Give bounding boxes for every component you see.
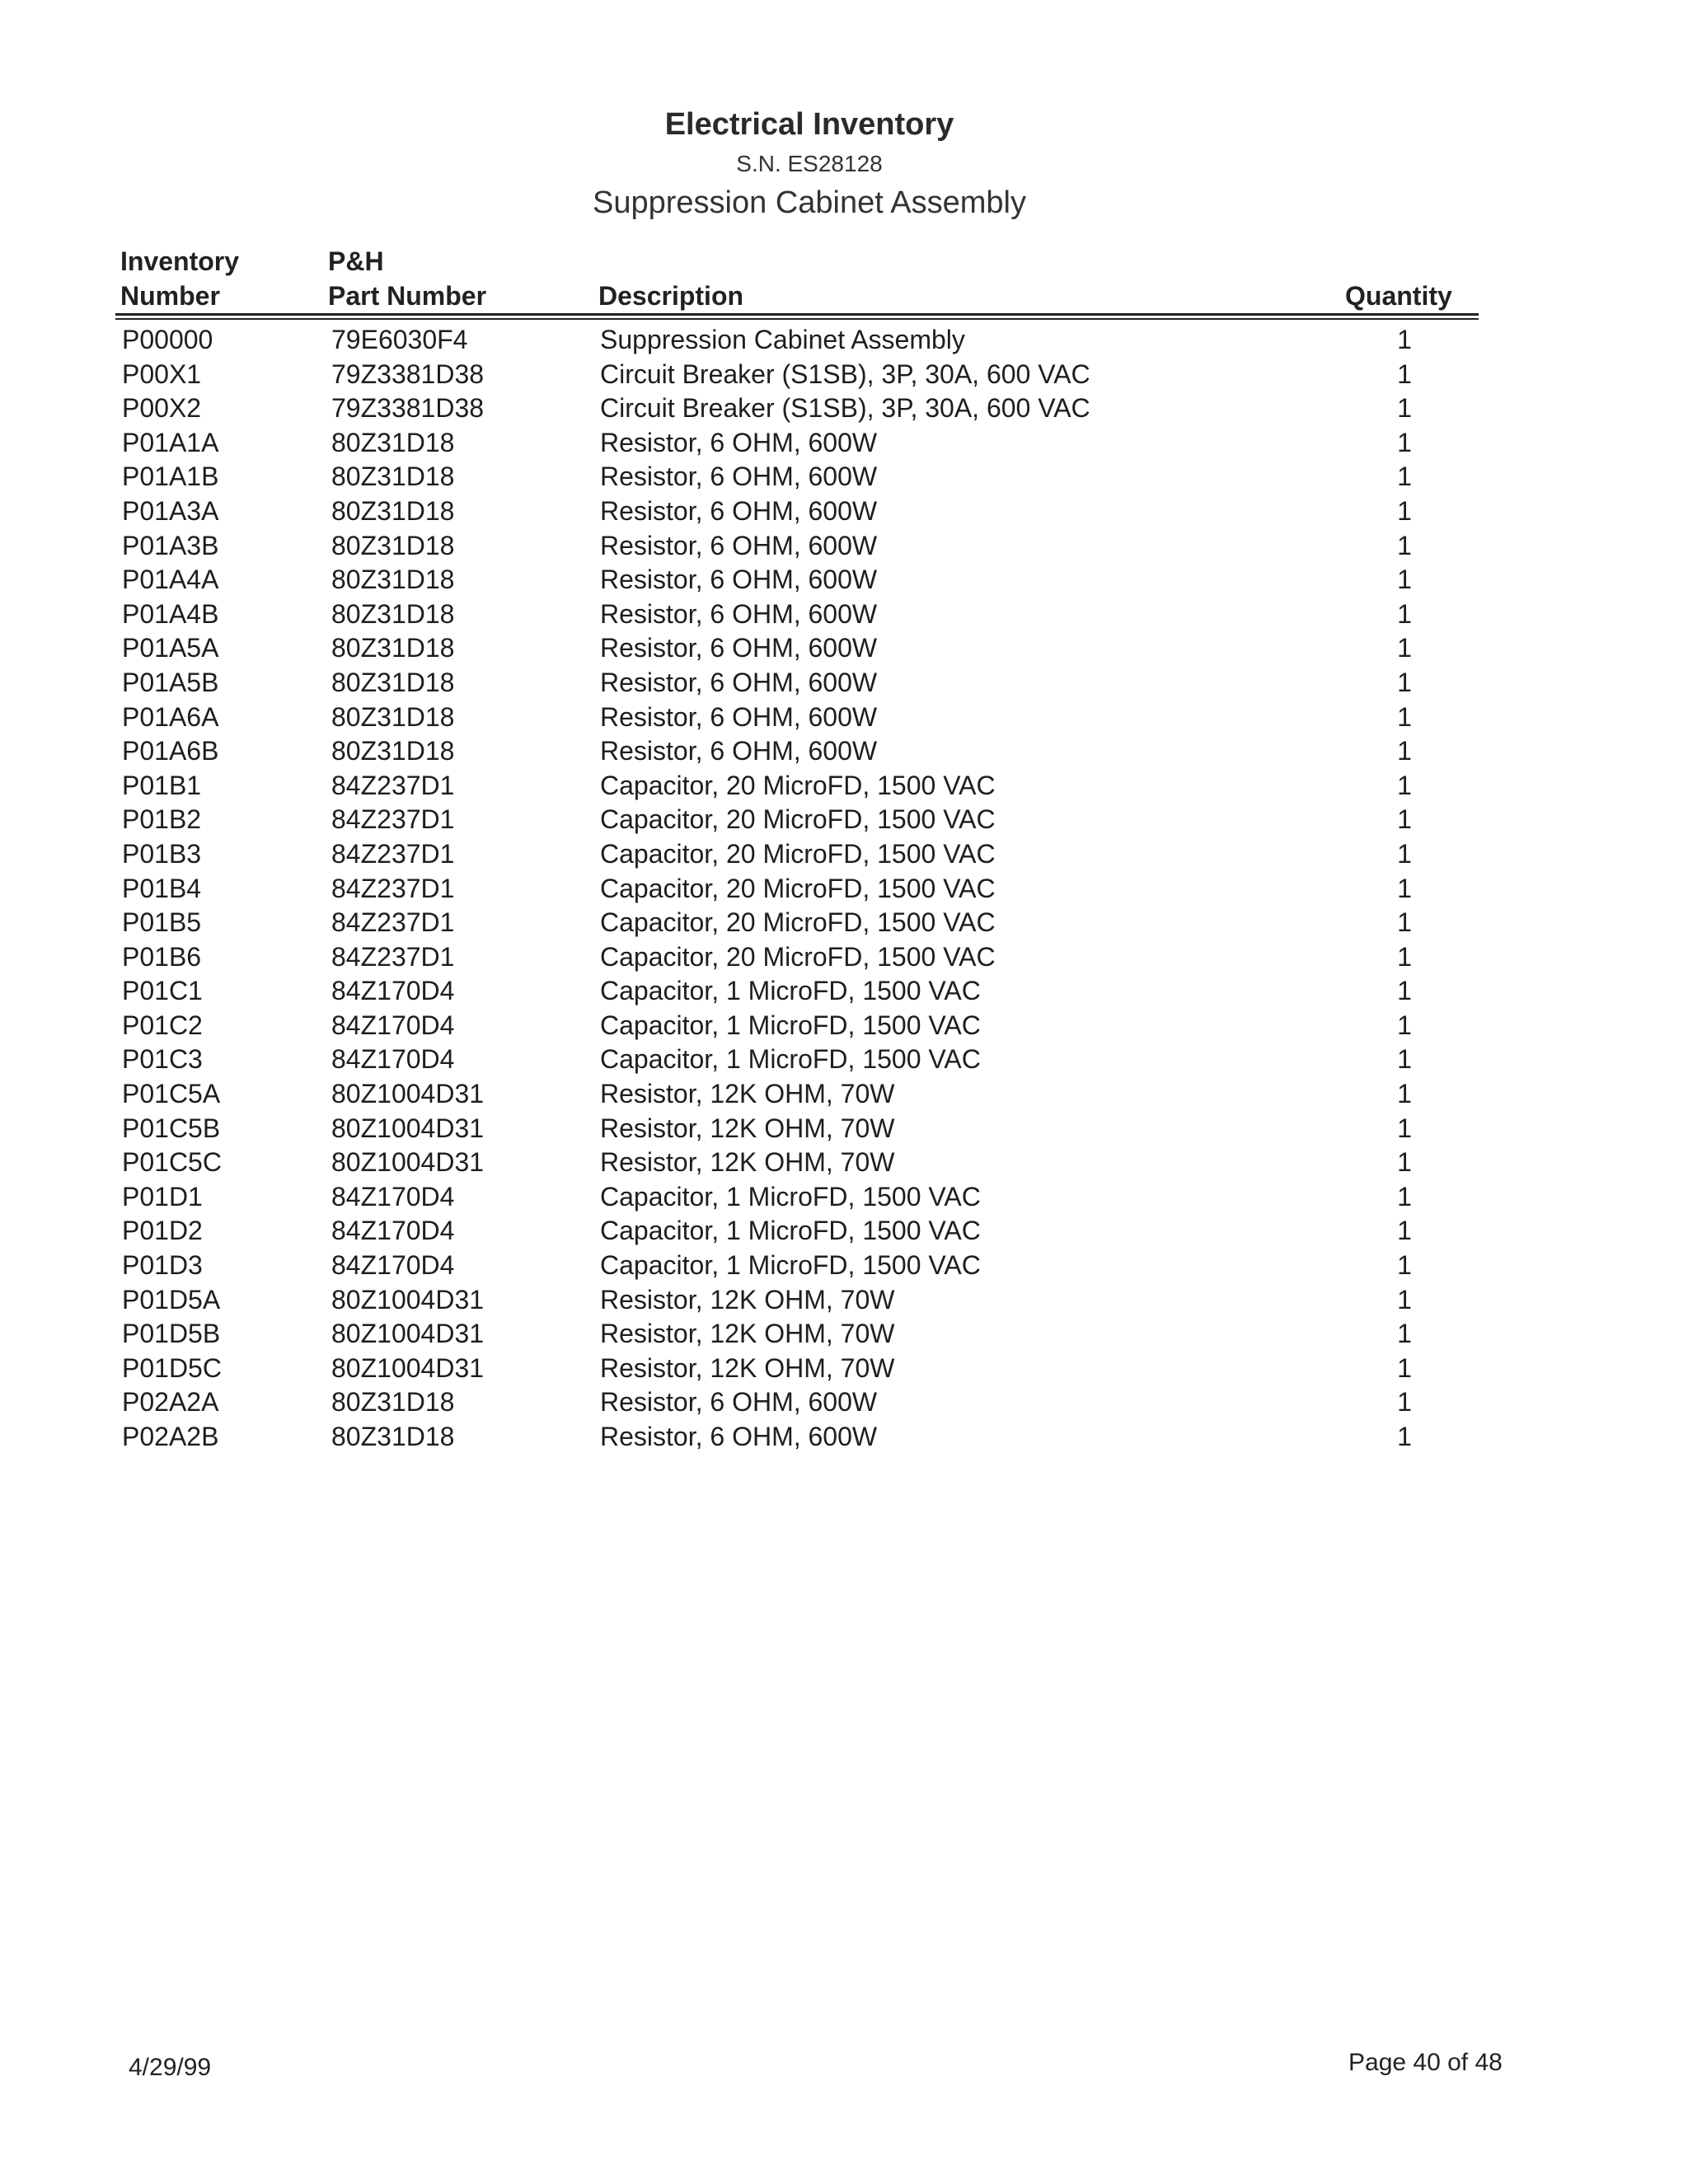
description-cell: Capacitor, 20 MicroFD, 1500 VAC — [600, 941, 996, 972]
inventory-number-cell: P01A6B — [122, 736, 219, 766]
description-cell: Resistor, 12K OHM, 70W — [600, 1352, 895, 1383]
part-number-cell: 84Z237D1 — [331, 941, 455, 972]
table-row — [0, 906, 1688, 940]
table-row — [0, 1043, 1688, 1077]
serial-number: S.N. ES28128 — [736, 151, 883, 176]
quantity-cell: 1 — [1397, 941, 1412, 972]
inventory-number-cell: P01D2 — [122, 1216, 203, 1246]
quantity-cell: 1 — [1397, 1010, 1412, 1040]
description-cell: Resistor, 6 OHM, 600W — [600, 701, 878, 732]
description-cell: Capacitor, 20 MicroFD, 1500 VAC — [600, 804, 996, 835]
description-cell: Resistor, 6 OHM, 600W — [600, 633, 878, 663]
quantity-cell: 1 — [1397, 393, 1412, 424]
table-row — [0, 940, 1688, 975]
description-cell: Resistor, 12K OHM, 70W — [600, 1113, 895, 1143]
table-row — [0, 426, 1688, 461]
quantity-cell: 1 — [1397, 770, 1412, 800]
table-row — [0, 358, 1688, 392]
column-header-inventory-line2: Number — [120, 281, 220, 311]
description-cell: Resistor, 6 OHM, 600W — [600, 1422, 878, 1451]
inventory-number-cell: P01C2 — [122, 1010, 203, 1040]
quantity-cell: 1 — [1397, 1319, 1412, 1349]
table-row — [0, 803, 1688, 837]
description-cell: Resistor, 6 OHM, 600W — [600, 427, 878, 457]
part-number-cell: 84Z237D1 — [331, 770, 455, 800]
quantity-cell: 1 — [1397, 427, 1412, 457]
part-number-cell: 84Z170D4 — [331, 1181, 455, 1212]
quantity-cell: 1 — [1397, 1147, 1412, 1178]
table-row — [0, 1214, 1688, 1249]
part-number-cell: 84Z237D1 — [331, 804, 455, 835]
description-cell: Resistor, 6 OHM, 600W — [600, 667, 878, 697]
table-row — [0, 1249, 1688, 1283]
inventory-number-cell: P01A3A — [122, 495, 219, 526]
footer-date: 4/29/99 — [129, 2054, 212, 2081]
document-subtitle: Suppression Cabinet Assembly — [593, 185, 1026, 220]
table-header — [0, 244, 1688, 320]
quantity-cell: 1 — [1397, 633, 1412, 663]
part-number-cell: 84Z237D1 — [331, 838, 455, 869]
column-header-part-number — [328, 244, 486, 313]
description-cell: Circuit Breaker (S1SB), 3P, 30A, 600 VAC — [600, 393, 1090, 424]
table-row — [0, 529, 1688, 564]
table-row — [0, 323, 1688, 358]
part-number-cell: 80Z1004D31 — [331, 1079, 485, 1109]
quantity-cell: 1 — [1397, 1387, 1412, 1418]
description-cell: Circuit Breaker (S1SB), 3P, 30A, 600 VAC — [600, 359, 1090, 389]
footer-page-number: Page 40 of 48 — [1348, 2049, 1503, 2076]
inventory-number-cell: P00X2 — [122, 393, 202, 424]
description-cell: Resistor, 6 OHM, 600W — [600, 736, 878, 766]
description-cell: Capacitor, 20 MicroFD, 1500 VAC — [600, 838, 996, 869]
inventory-number-cell: P01A4B — [122, 598, 219, 629]
inventory-number-cell: P02A2A — [122, 1387, 219, 1418]
inventory-number-cell: P01A5A — [122, 633, 219, 663]
description-cell: Resistor, 6 OHM, 600W — [600, 1387, 878, 1418]
part-number-cell: 80Z1004D31 — [331, 1319, 485, 1349]
quantity-cell: 1 — [1397, 1422, 1412, 1451]
quantity-cell: 1 — [1397, 530, 1412, 560]
document-header — [0, 101, 1619, 226]
inventory-number-cell: P01B5 — [122, 907, 202, 938]
table-row — [0, 769, 1688, 804]
description-cell: Resistor, 12K OHM, 70W — [600, 1079, 895, 1109]
quantity-cell: 1 — [1397, 976, 1412, 1006]
part-number-cell: 80Z31D18 — [331, 1422, 455, 1451]
inventory-number-cell: P01B4 — [122, 873, 202, 903]
inventory-number-cell: P01A6A — [122, 701, 219, 732]
quantity-cell: 1 — [1397, 325, 1412, 354]
quantity-cell: 1 — [1397, 359, 1412, 389]
table-row — [0, 1180, 1688, 1215]
table-row — [0, 631, 1688, 666]
quantity-cell: 1 — [1397, 804, 1412, 835]
part-number-cell: 84Z170D4 — [331, 1216, 455, 1246]
quantity-cell: 1 — [1397, 495, 1412, 526]
quantity-cell: 1 — [1397, 1181, 1412, 1212]
table-row — [0, 1009, 1688, 1043]
column-header-part-line1: P&H — [328, 246, 384, 276]
column-header-part-line2: Part Number — [328, 281, 487, 311]
inventory-table-body — [0, 323, 1688, 1455]
table-row — [0, 1420, 1688, 1455]
table-row — [0, 1077, 1688, 1112]
description-cell: Capacitor, 1 MicroFD, 1500 VAC — [600, 1044, 981, 1075]
part-number-cell: 80Z31D18 — [331, 427, 455, 457]
description-cell: Capacitor, 20 MicroFD, 1500 VAC — [600, 770, 996, 800]
table-row — [0, 598, 1688, 632]
part-number-cell: 80Z31D18 — [331, 667, 455, 697]
description-cell: Capacitor, 20 MicroFD, 1500 VAC — [600, 873, 996, 903]
part-number-cell: 79E6030F4 — [331, 325, 468, 354]
part-number-cell: 80Z31D18 — [331, 530, 455, 560]
inventory-number-cell: P00X1 — [122, 359, 202, 389]
table-row — [0, 563, 1688, 598]
inventory-number-cell: P01A3B — [122, 530, 219, 560]
inventory-number-cell: P01A1B — [122, 462, 219, 492]
inventory-number-cell: P01D3 — [122, 1250, 203, 1281]
inventory-number-cell: P01B2 — [122, 804, 202, 835]
part-number-cell: 80Z31D18 — [331, 701, 455, 732]
inventory-number-cell: P01D5C — [122, 1352, 222, 1383]
quantity-cell: 1 — [1397, 838, 1412, 869]
column-header-inventory-line1: Inventory — [120, 246, 240, 276]
table-row — [0, 1112, 1688, 1146]
part-number-cell: 84Z237D1 — [331, 873, 455, 903]
column-header-quantity: Quantity — [1345, 281, 1452, 311]
description-cell: Capacitor, 1 MicroFD, 1500 VAC — [600, 1181, 981, 1212]
part-number-cell: 84Z170D4 — [331, 1010, 455, 1040]
part-number-cell: 80Z1004D31 — [331, 1147, 485, 1178]
description-cell: Resistor, 12K OHM, 70W — [600, 1319, 895, 1349]
inventory-number-cell: P01C3 — [122, 1044, 203, 1075]
quantity-cell: 1 — [1397, 907, 1412, 938]
inventory-number-cell: P01B6 — [122, 941, 202, 972]
part-number-cell: 80Z31D18 — [331, 462, 455, 492]
part-number-cell: 80Z31D18 — [331, 633, 455, 663]
quantity-cell: 1 — [1397, 565, 1412, 595]
header-divider — [115, 313, 1479, 320]
quantity-cell: 1 — [1397, 1216, 1412, 1246]
inventory-number-cell: P01D5A — [122, 1284, 221, 1315]
description-cell: Resistor, 6 OHM, 600W — [600, 530, 878, 560]
inventory-number-cell: P01C1 — [122, 976, 203, 1006]
part-number-cell: 84Z170D4 — [331, 976, 455, 1006]
quantity-cell: 1 — [1397, 1113, 1412, 1143]
quantity-cell: 1 — [1397, 462, 1412, 492]
quantity-cell: 1 — [1397, 736, 1412, 766]
quantity-cell: 1 — [1397, 701, 1412, 732]
inventory-number-cell: P01D5B — [122, 1319, 221, 1349]
description-cell: Resistor, 6 OHM, 600W — [600, 462, 878, 492]
description-cell: Capacitor, 1 MicroFD, 1500 VAC — [600, 1250, 981, 1281]
table-row — [0, 1317, 1688, 1352]
inventory-number-cell: P01C5C — [122, 1147, 222, 1178]
quantity-cell: 1 — [1397, 1352, 1412, 1383]
part-number-cell: 80Z31D18 — [331, 565, 455, 595]
table-row — [0, 666, 1688, 701]
description-cell: Resistor, 6 OHM, 600W — [600, 565, 878, 595]
description-cell: Resistor, 12K OHM, 70W — [600, 1284, 895, 1315]
table-row — [0, 391, 1688, 426]
part-number-cell: 79Z3381D38 — [331, 393, 485, 424]
description-cell: Capacitor, 1 MicroFD, 1500 VAC — [600, 1010, 981, 1040]
table-row — [0, 734, 1688, 769]
inventory-number-cell: P01C5B — [122, 1113, 221, 1143]
part-number-cell: 84Z170D4 — [331, 1044, 455, 1075]
table-row — [0, 494, 1688, 529]
part-number-cell: 79Z3381D38 — [331, 359, 485, 389]
description-cell: Suppression Cabinet Assembly — [600, 325, 965, 354]
table-row — [0, 1283, 1688, 1318]
description-cell: Resistor, 6 OHM, 600W — [600, 495, 878, 526]
table-row — [0, 872, 1688, 907]
inventory-number-cell: P01B1 — [122, 770, 202, 800]
quantity-cell: 1 — [1397, 1044, 1412, 1075]
part-number-cell: 80Z1004D31 — [331, 1284, 485, 1315]
inventory-number-cell: P01C5A — [122, 1079, 221, 1109]
quantity-cell: 1 — [1397, 1079, 1412, 1109]
part-number-cell: 80Z31D18 — [331, 1387, 455, 1418]
description-cell: Resistor, 12K OHM, 70W — [600, 1147, 895, 1178]
inventory-number-cell: P01A1A — [122, 427, 219, 457]
inventory-number-cell: P01A5B — [122, 667, 219, 697]
table-row — [0, 460, 1688, 494]
description-cell: Capacitor, 1 MicroFD, 1500 VAC — [600, 1216, 981, 1246]
table-row — [0, 1352, 1688, 1386]
quantity-cell: 1 — [1397, 1284, 1412, 1315]
column-header-inventory-number — [120, 244, 239, 313]
quantity-cell: 1 — [1397, 598, 1412, 629]
inventory-number-cell: P01D1 — [122, 1181, 203, 1212]
description-cell: Capacitor, 20 MicroFD, 1500 VAC — [600, 907, 996, 938]
column-header-description: Description — [598, 281, 744, 311]
part-number-cell: 80Z31D18 — [331, 495, 455, 526]
quantity-cell: 1 — [1397, 667, 1412, 697]
description-cell: Resistor, 6 OHM, 600W — [600, 598, 878, 629]
inventory-number-cell: P01A4A — [122, 565, 219, 595]
part-number-cell: 80Z1004D31 — [331, 1352, 485, 1383]
part-number-cell: 80Z31D18 — [331, 598, 455, 629]
inventory-number-cell: P00000 — [122, 325, 213, 354]
table-row — [0, 1146, 1688, 1180]
description-cell: Capacitor, 1 MicroFD, 1500 VAC — [600, 976, 981, 1006]
part-number-cell: 80Z31D18 — [331, 736, 455, 766]
table-row — [0, 701, 1688, 735]
inventory-number-cell: P01B3 — [122, 838, 202, 869]
inventory-number-cell: P02A2B — [122, 1422, 219, 1451]
part-number-cell: 84Z170D4 — [331, 1250, 455, 1281]
quantity-cell: 1 — [1397, 873, 1412, 903]
table-row — [0, 1385, 1688, 1420]
quantity-cell: 1 — [1397, 1250, 1412, 1281]
table-row — [0, 974, 1688, 1009]
table-row — [0, 837, 1688, 872]
part-number-cell: 80Z1004D31 — [331, 1113, 485, 1143]
part-number-cell: 84Z237D1 — [331, 907, 455, 938]
document-title: Electrical Inventory — [664, 107, 954, 142]
